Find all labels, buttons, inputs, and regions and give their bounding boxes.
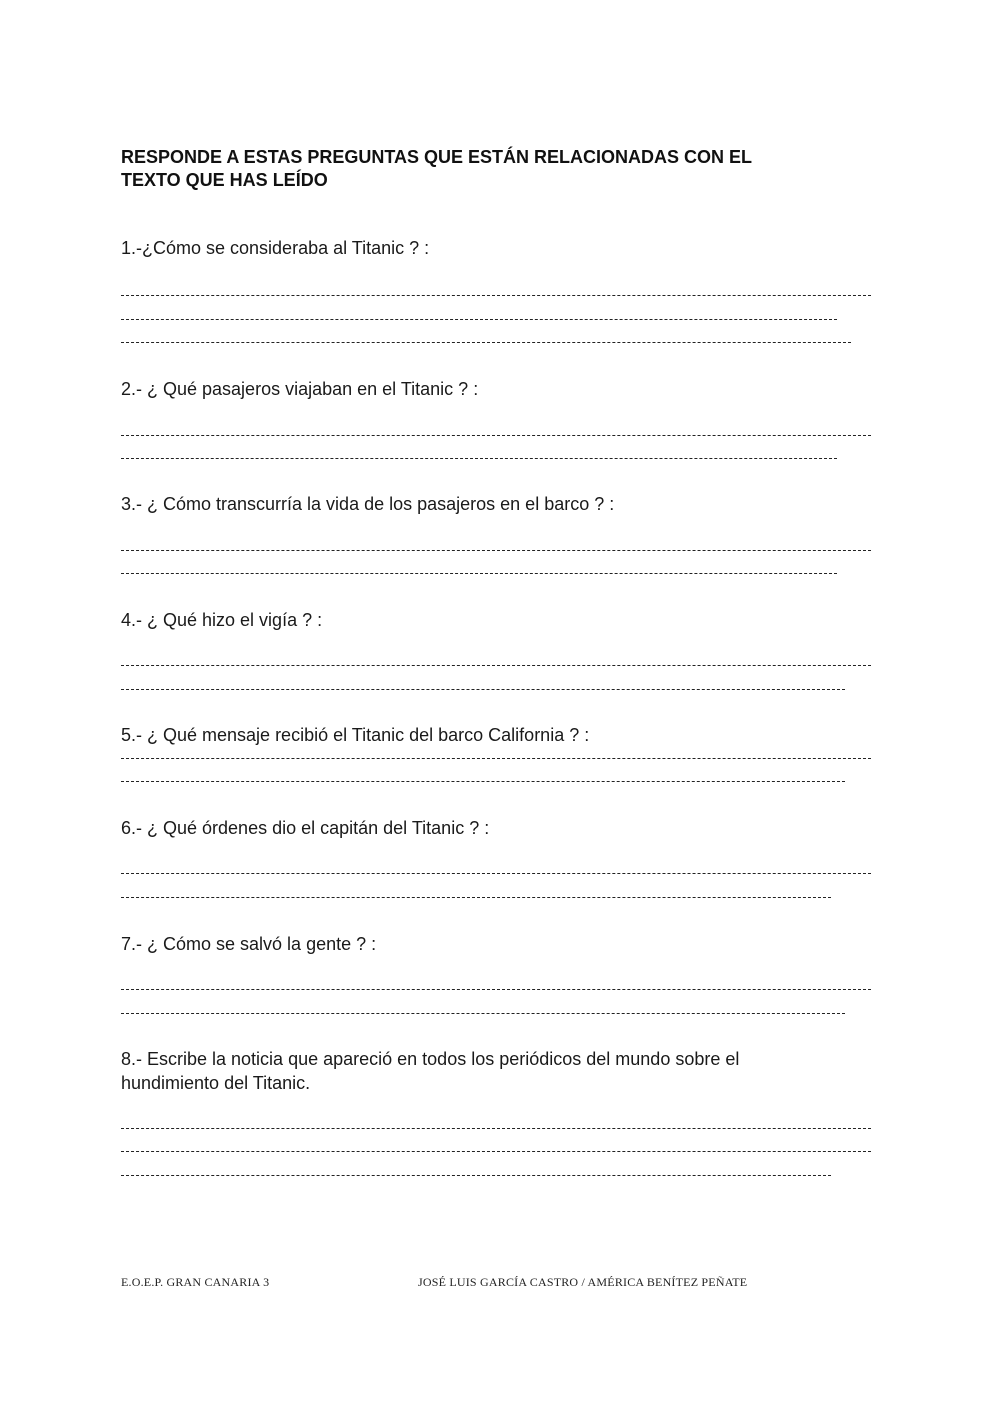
question-7: 7.- ¿ Cómo se salvó la gente ? : — [121, 934, 377, 954]
answer-line-3b[interactable] — [121, 573, 837, 574]
answer-line-6a[interactable] — [121, 873, 871, 874]
page-title-line-1: RESPONDE A ESTAS PREGUNTAS QUE ESTÁN RELACIONADAS CON EL — [121, 147, 753, 167]
answer-line-2a[interactable] — [121, 435, 871, 436]
footer-school: E.O.E.P. GRAN CANARIA 3 — [121, 1275, 270, 1289]
question-1: 1.-¿Cómo se consideraba al Titanic ? : — [121, 238, 430, 258]
answer-line-1a[interactable] — [121, 295, 871, 296]
answer-line-6b[interactable] — [121, 897, 831, 898]
question-8 — [121, 1047, 881, 1095]
question-5: 5.- ¿ Qué mensaje recibió el Titanic del barco California ? : — [121, 725, 590, 745]
answer-line-1c[interactable] — [121, 342, 851, 343]
page-title-line-2: TEXTO QUE HAS LEÍDO — [121, 170, 328, 190]
answer-line-5a[interactable] — [121, 758, 871, 759]
answer-line-8c[interactable] — [121, 1175, 831, 1176]
question-2: 2.- ¿ Qué pasajeros viajaban en el Titanic ? : — [121, 379, 479, 399]
answer-line-7b[interactable] — [121, 1013, 845, 1014]
answer-line-8a[interactable] — [121, 1128, 871, 1129]
footer-authors: JOSÉ LUIS GARCÍA CASTRO / AMÉRICA BENÍTEZ PEÑATE — [418, 1275, 748, 1289]
answer-line-4a[interactable] — [121, 665, 871, 666]
question-8-line-1: 8.- Escribe la noticia que apareció en todos los periódicos del mundo sobre el — [121, 1049, 740, 1069]
answer-line-5b[interactable] — [121, 781, 845, 782]
answer-line-1b[interactable] — [121, 319, 837, 320]
page-title — [121, 146, 861, 192]
answer-line-3a[interactable] — [121, 550, 871, 551]
answer-line-2b[interactable] — [121, 458, 837, 459]
answer-line-4b[interactable] — [121, 689, 845, 690]
question-3: 3.- ¿ Cómo transcurría la vida de los pasajeros en el barco ? : — [121, 494, 615, 514]
question-8-line-2: hundimiento del Titanic. — [121, 1073, 311, 1093]
answer-line-8b[interactable] — [121, 1151, 871, 1152]
question-6: 6.- ¿ Qué órdenes dio el capitán del Titanic ? : — [121, 818, 490, 838]
answer-line-7a[interactable] — [121, 989, 871, 990]
question-4: 4.- ¿ Qué hizo el vigía ? : — [121, 610, 323, 630]
